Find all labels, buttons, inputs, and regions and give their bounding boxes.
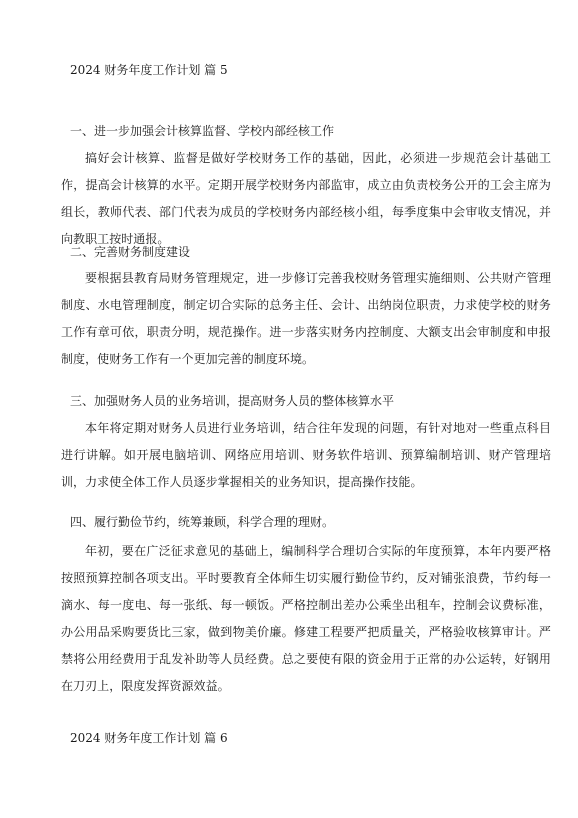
- section-body-2: 要根据县教育局财务管理规定，进一步修订完善我校财务管理实施细则、公共财产管理制度、水电管理制度，制定切合实际的总务主任、会计、出纳岗位职责，力求使学校的财务工作有章可依，职责分明，规范操作。进一步落实财务内控制度、大额支出会审制度和申报制度，使财务工作有一个更加完善的制度环境。: [61, 271, 551, 366]
- section-title-1: 一、进一步加强会计核算监督、学校内部经核工作: [70, 124, 335, 138]
- section-title-4: 四、履行勤俭节约，统筹兼顾，科学合理的理财。: [70, 515, 335, 529]
- section-body-3: 本年将定期对财务人员进行业务培训，结合往年发现的问题，有针对地对一些重点科目进行讲解。如开展电脑培训、网络应用培训、财务软件培训、预算编制培训、财产管理培训，力求使全体工作人员逐步掌握相关的业务知识，提高操作技能。: [61, 421, 551, 489]
- section-title-2: 二、完善财务制度建设: [70, 245, 191, 259]
- section-body-1: 搞好会计核算、监督是做好学校财务工作的基础，因此，必须进一步规范会计基础工作，提高会计核算的水平。定期开展学校财务内部监审，成立由负责校务公开的工会主席为组长，教师代表、部门代表为成员的学校财务内部经核小组，每季度集中会审收支情况，并向教职工按时通报。: [61, 151, 551, 246]
- heading-plan-5: 2024 财务年度工作计划 篇 5: [70, 63, 228, 77]
- heading-plan-6: 2024 财务年度工作计划 篇 6: [70, 731, 228, 745]
- section-body-4: 年初，要在广泛征求意见的基础上，编制科学合理切合实际的年度预算，本年内要严格按照预算控制各项支出。平时要教育全体师生切实履行勤俭节约，反对铺张浪费，节约每一滴水、每一度电、每一张纸、每一顿饭。严格控制出差办公乘坐出租车，控制会议费标准，办公用品采购要货比三家，做到物美价廉。修建工程要严把质量关，严格验收核算审计。严禁将公用经费用于乱发补助等人员经费。总之要使有限的资金用于正常的办公运转，好钢用在刀刃上，限度发挥资源效益。: [61, 544, 551, 693]
- section-title-3: 三、加强财务人员的业务培训，提高财务人员的整体核算水平: [70, 394, 395, 408]
